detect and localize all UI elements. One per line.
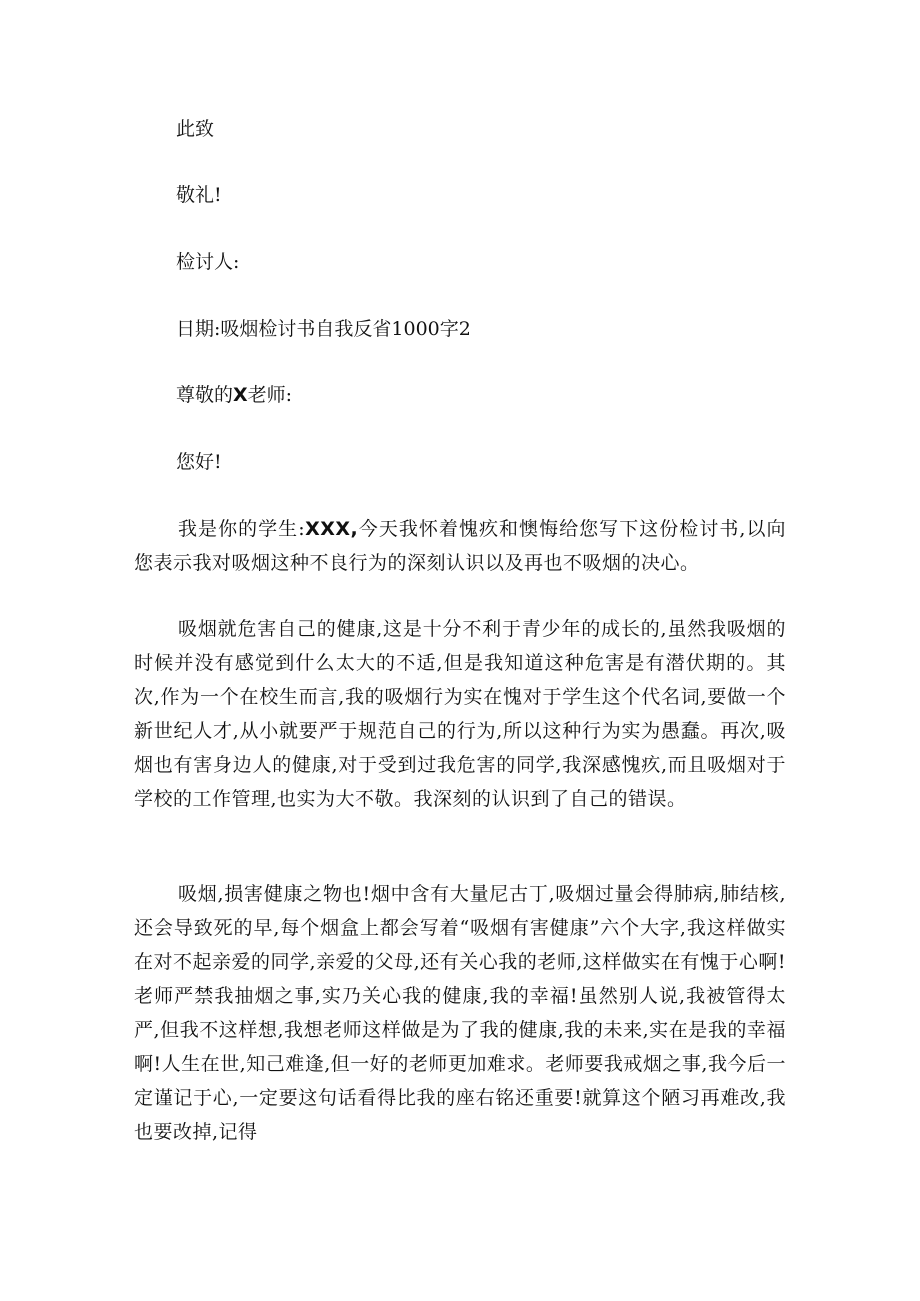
- intro-paragraph: [134, 512, 786, 580]
- intro-name: XXX,: [305, 518, 359, 540]
- body-paragraph-2: 吸烟就危害自己的健康,这是十分不利于青少年的成长的,虽然我吸烟的时候并没有感觉到什么太大的不适,但是我知道这种危害是有潜伏期的。其次,作为一个在校生而言,我的吸烟行为实在愧对于学生这个代名词,要做一个新世纪人才,从小就要严于规范自己的行为,所以这种行为实为愚蠢。再次,吸烟也有害身边人的健康,对于受到过我危害的同学,我深感愧疚,而且吸烟对于学校的工作管理,也实为大不敬。我深刻的认识到了自己的错误。: [134, 618, 786, 810]
- body-paragraph-3: 吸烟,损害健康之物也!烟中含有大量尼古丁,吸烟过量会得肺病,肺结核,还会导致死的早,每个烟盒上都会写着“吸烟有害健康”六个大字,我这样做实在对不起亲爱的同学,亲爱的父母,还有关心我的老师,这样做实在有愧于心啊!老师严禁我抽烟之事,实乃关心我的健康,我的幸福!虽然别人说,我被管得太严,但我不这样想,我想老师这样做是为了我的健康,我的未来,实在是我的幸福啊!人生在世,知己难逢,但一好的老师更加难求。老师要我戒烟之事,我今后一定谨记于心,一定要这句话看得比我的座右铭还重要!就算这个陋习再难改,我也要改掉,记得: [134, 883, 786, 1143]
- greeting-name: X: [233, 384, 248, 406]
- hello-line: 您好!: [176, 451, 222, 473]
- author-line: 检讨人:: [176, 251, 240, 273]
- greeting-line: [176, 383, 292, 407]
- salutation-line: 此致: [176, 118, 215, 140]
- page-bottom-edge: [134, 1288, 786, 1289]
- greeting-suffix: 老师:: [247, 384, 293, 406]
- intro-text: 今天我怀着愧疚和懊悔给您写下这份检讨书,以向您表示我对吸烟这种不良行为的深刻认识以及再也不吸烟的决心。: [134, 518, 786, 574]
- regards-line: 敬礼!: [176, 184, 222, 206]
- greeting-prefix: 尊敬的: [176, 384, 234, 406]
- intro-prefix: 我是你的学生:: [178, 518, 306, 540]
- date-line: 日期:吸烟检讨书自我反省1000字2: [176, 318, 471, 340]
